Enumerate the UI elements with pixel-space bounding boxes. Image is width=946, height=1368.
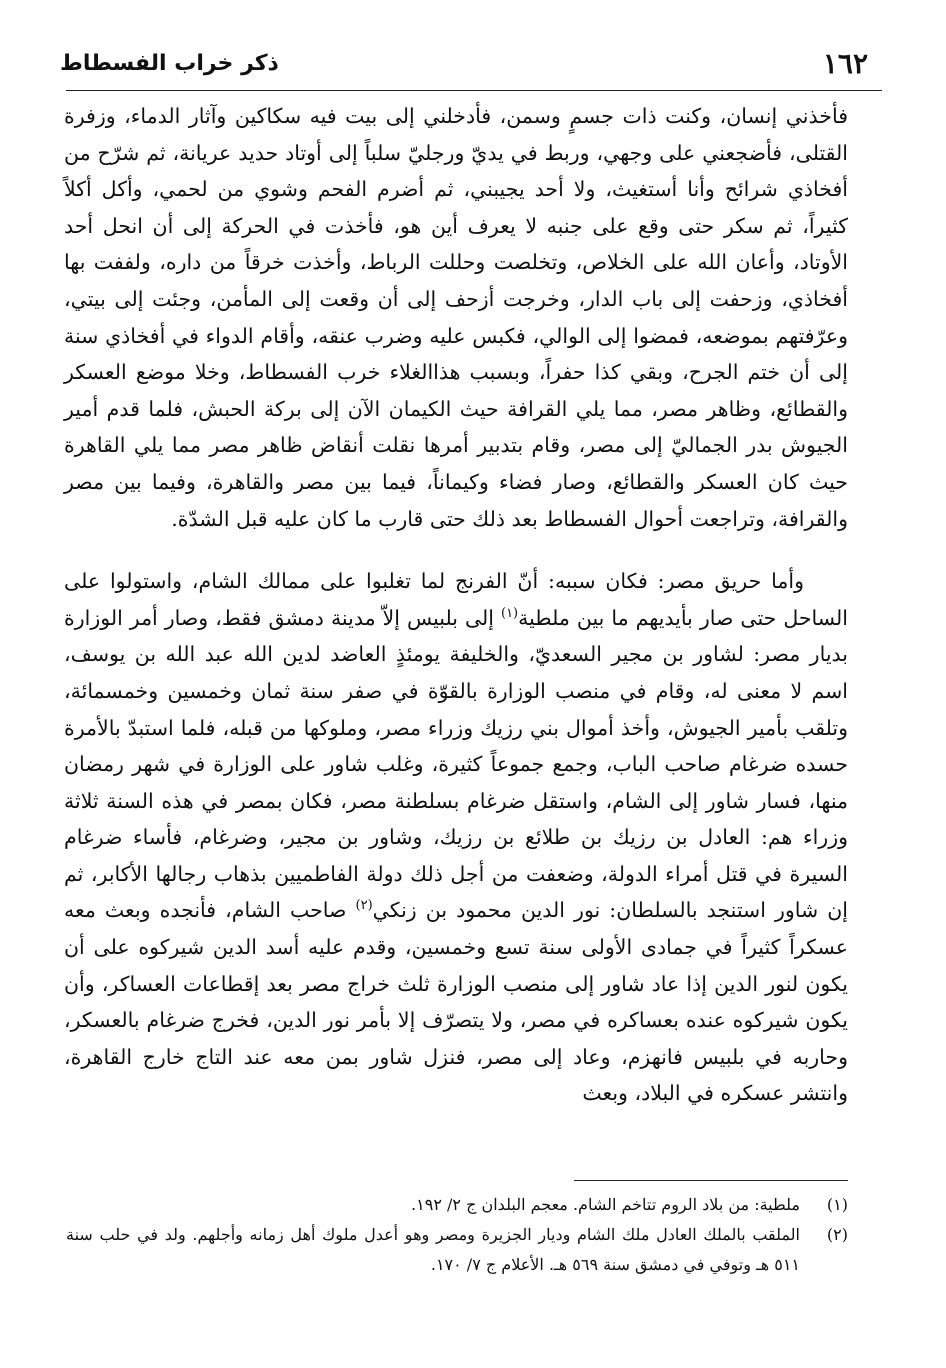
footnote-reference-1: (١) — [500, 605, 519, 621]
footnote-1-text: ملطية: من بلاد الروم تتاخم الشام. معجم البلدان ج ٢/ ١٩٢. — [411, 1195, 800, 1214]
paragraph-2-part-3: صاحب الشام، فأنجده وبعث معه عسكراً كثيراً في جمادى الأولى سنة تسع وخمسين، وقدم عليه أسد الدين شيركوه على أن يكون لنور الدين إذا عاد شاور إلى منصب الوزارة ثلث خراج مصر بعد إقطاعات العساكر، وأن يكون شيركوه عنده بعساكره في مصر، ولا يتصرّف إلا بأمر نور الدين، فخرج ضرغام بالعسكر، وحاربه في بلبيس فانهزم، وعاد إلى مصر، فنزل شاور بمن معه عند التاج خارج القاهرة، وانتشر عسكره في البلاد، وبعث — [64, 898, 848, 1106]
running-title: ذكر خراب الفسطاط — [60, 50, 279, 76]
footnote-1 — [66, 1190, 848, 1220]
paragraph-2-part-2: إلى بلبيس إلاّ مدينة دمشق فقط، وصار أمر الوزارة بديار مصر: لشاور بن مجير السعديّ، والخليفة يومئذٍ العاضد لدين الله عبد الله بن يوسف، اسم لا معنى له، وقام في منصب الوزارة بالقوّة في صفر سنة ثمان وخمسين وخمسمائة، وتلقب بأمير الجيوش، وأخذ أموال بني رزيك وزراء مصر، وملوكها من قبله، فلما استبدّ بالأمرة حسده ضرغام صاحب الباب، وجمع جموعاً كثيرة، وغلب شاور على الوزارة في شهر رمضان منها، فسار شاور إلى الشام، واستقل ضرغام بسلطنة مصر، فكان بمصر في هذه السنة ثلاثة وزراء هم: العادل بن رزيك بن طلائع بن رزيك، وشاور بن مجير، وضرغام، فأساء ضرغام السيرة في قتل أمراء الدولة، وضعفت من أجل ذلك دولة الفاطميين بذهاب رجالها الأكابر، ثم إن شاور استنجد بالسلطان: نور الدين محمود بن زنكي — [64, 605, 848, 923]
footnote-2-text: الملقب بالملك العادل ملك الشام وديار الجزيرة ومصر وهو أعدل ملوك أهل زمانه وأجلهم. ولد في حلب سنة ٥١١ هـ وتوفي في دمشق سنة ٥٦٩ هـ. الأعلام ج ٧/ ١٧٠. — [66, 1225, 801, 1274]
page-header — [60, 38, 868, 88]
footnote-2-marker: (٢) — [826, 1225, 848, 1244]
main-text — [64, 98, 848, 1112]
footnote-1-marker: (١) — [826, 1195, 848, 1214]
footnotes — [66, 1190, 848, 1280]
page-number: ١٦٢ — [822, 46, 868, 80]
header-rule — [66, 90, 882, 91]
paragraph-1: فأخذني إنسان، وكنت ذات جسمٍ وسمن، فأدخلني إلى بيت فيه سكاكين وآثار الدماء، وزفرة القتلى، فأضجعني على وجهي، وربط في يديّ ورجليّ سلباً إلى أوتاد حديد عريانة، ثم شرّح من أفخاذي شرائح وأنا أستغيث، ولا أحد يجيبني، ثم أضرم الفحم وشوي من لحمي، وأكل أكلاً كثيراً، ثم سكر حتى وقع على جنبه لا يعرف أين هو، فأخذت في الحركة إلى أن انحل أحد الأوتاد، وأعان الله على الخلاص، وتخلصت وحللت الرباط، وأخذت خرقاً من داره، ولففت بها أفخاذي، وزحفت إلى باب الدار، وخرجت أزحف إلى أن وقعت إلى المأمن، وجئت إلى بيتي، وعرّفتهم بموضعه، فمضوا إلى الوالي، فكبس عليه وضرب عنقه، وأقام الدواء في أفخاذي سنة إلى أن ختم الجرح، وبقي كذا حفراً، وبسبب هذاالغلاء خرب الفسطاط، وخلا موضع العسكر والقطائع، وظاهر مصر، مما يلي القرافة حيث الكيمان الآن إلى بركة الحبش، فلما قدم أمير الجيوش بدر الجماليّ إلى مصر، وقام بتدبير أمرها نقلت أنقاض ظاهر مصر مما يلي القاهرة حيث كان العسكر والقطائع، وصار فضاء وكيماناً، فيما بين مصر والقاهرة، وفيما بين مصر والقرافة، وتراجعت أحوال الفسطاط بعد ذلك حتى قارب ما كان عليه قبل الشدّة. — [64, 104, 848, 531]
footnote-2 — [66, 1220, 848, 1280]
paragraph-2-part-1: وأما حريق مصر: فكان سببه: أنّ الفرنج لما تغلبوا على ممالك الشام، واستولوا على الساحل حتى صار بأيديهم ما بين ملطية — [64, 569, 848, 630]
paragraph-2 — [64, 563, 848, 1112]
footnote-reference-2: (٢) — [355, 898, 373, 914]
footnote-separator — [574, 1180, 848, 1181]
